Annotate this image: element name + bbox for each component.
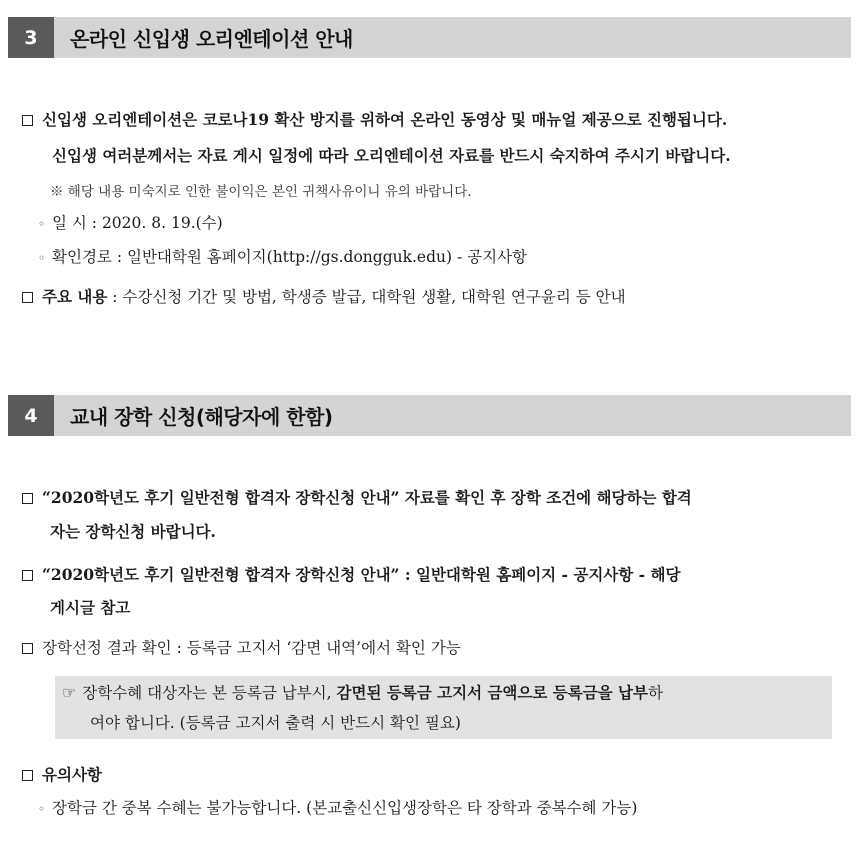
orientation-line-2: 신입생 여러분께서는 자료 게시 일정에 따라 오리엔테이션 자료를 반드시 숙지하여 주시기 바랍니다. [52,146,731,165]
section-3-title: 온라인 신입생 오리엔테이션 안내 [70,27,353,51]
note-box-text-a: 장학수혜 대상자는 본 등록금 납부시, [82,684,337,702]
note-box-line-2: 여야 합니다. (등록금 고지서 출력 시 반드시 확인 필요) [90,714,461,732]
scholarship-item-3-text: 장학선정 결과 확인 : 등록금 고지서 ‘감면 내역’에서 확인 가능 [42,639,461,657]
checkbox-bullet-icon [22,770,33,781]
orientation-main-content [22,286,626,308]
orientation-date-text: 일 시 : 2020. 8. 19.(수) [52,214,223,232]
scholarship-item-1-text: “2020학년도 후기 일반전형 합격자 장학신청 안내” 자료를 확인 후 장학 조건에 해당하는 합격 [42,488,692,507]
caution-label: 유의사항 [42,765,102,784]
section-4-number: 4 [8,395,54,436]
caution-heading [22,764,102,786]
circle-bullet-icon: ◦ [38,251,46,265]
section-4-header [8,395,851,436]
circle-bullet-icon: ◦ [38,802,46,816]
orientation-text-1: 신입생 오리엔테이션은 코로나19 확산 방지를 위하여 온라인 동영상 및 매뉴얼 제공으로 진행됩니다. [42,110,728,129]
orientation-date [38,212,223,235]
note-box-line-1 [62,682,663,704]
checkbox-bullet-icon [22,643,33,654]
orientation-note: ※ 해당 내용 미숙지로 인한 불이익은 본인 귀책사유이니 유의 바랍니다. [50,184,472,200]
section-3-number: 3 [8,17,54,58]
checkbox-bullet-icon [22,292,33,303]
main-content-label: 주요 내용 [42,287,108,306]
caution-item [38,797,637,820]
note-box-text-c: 하 [648,684,663,702]
circle-bullet-icon: ◦ [38,217,46,231]
section-4-title: 교내 장학 신청(해당자에 한함) [70,405,333,429]
orientation-path [38,246,527,269]
scholarship-item-2-text: “2020학년도 후기 일반전형 합격자 장학신청 안내” : 일반대학원 홈페이지 - 공지사항 - 해당 [42,565,681,584]
checkbox-bullet-icon [22,115,33,126]
scholarship-item-2 [22,564,680,586]
pointing-hand-icon: ☞ [62,683,77,702]
scholarship-item-2-cont: 게시글 참고 [50,598,131,617]
scholarship-item-1-cont: 자는 장학신청 바랍니다. [50,522,216,541]
section-3-header [8,17,851,58]
checkbox-bullet-icon [22,570,33,581]
checkbox-bullet-icon [22,493,33,504]
orientation-line-1 [22,109,727,131]
note-box-text-bold: 감면된 등록금 고지서 금액으로 등록금을 납부 [336,683,648,702]
main-content-text: : 수강신청 기간 및 방법, 학생증 발급, 대학원 생활, 대학원 연구윤리 등 안내 [107,288,626,306]
orientation-path-text: 확인경로 : 일반대학원 홈페이지(http://gs.dongguk.edu) - 공지사항 [52,248,528,266]
scholarship-item-1 [22,487,692,509]
scholarship-item-3 [22,637,461,659]
caution-text: 장학금 간 중복 수혜는 불가능합니다. (본교출신신입생장학은 타 장학과 중복수혜 가능) [52,799,638,817]
